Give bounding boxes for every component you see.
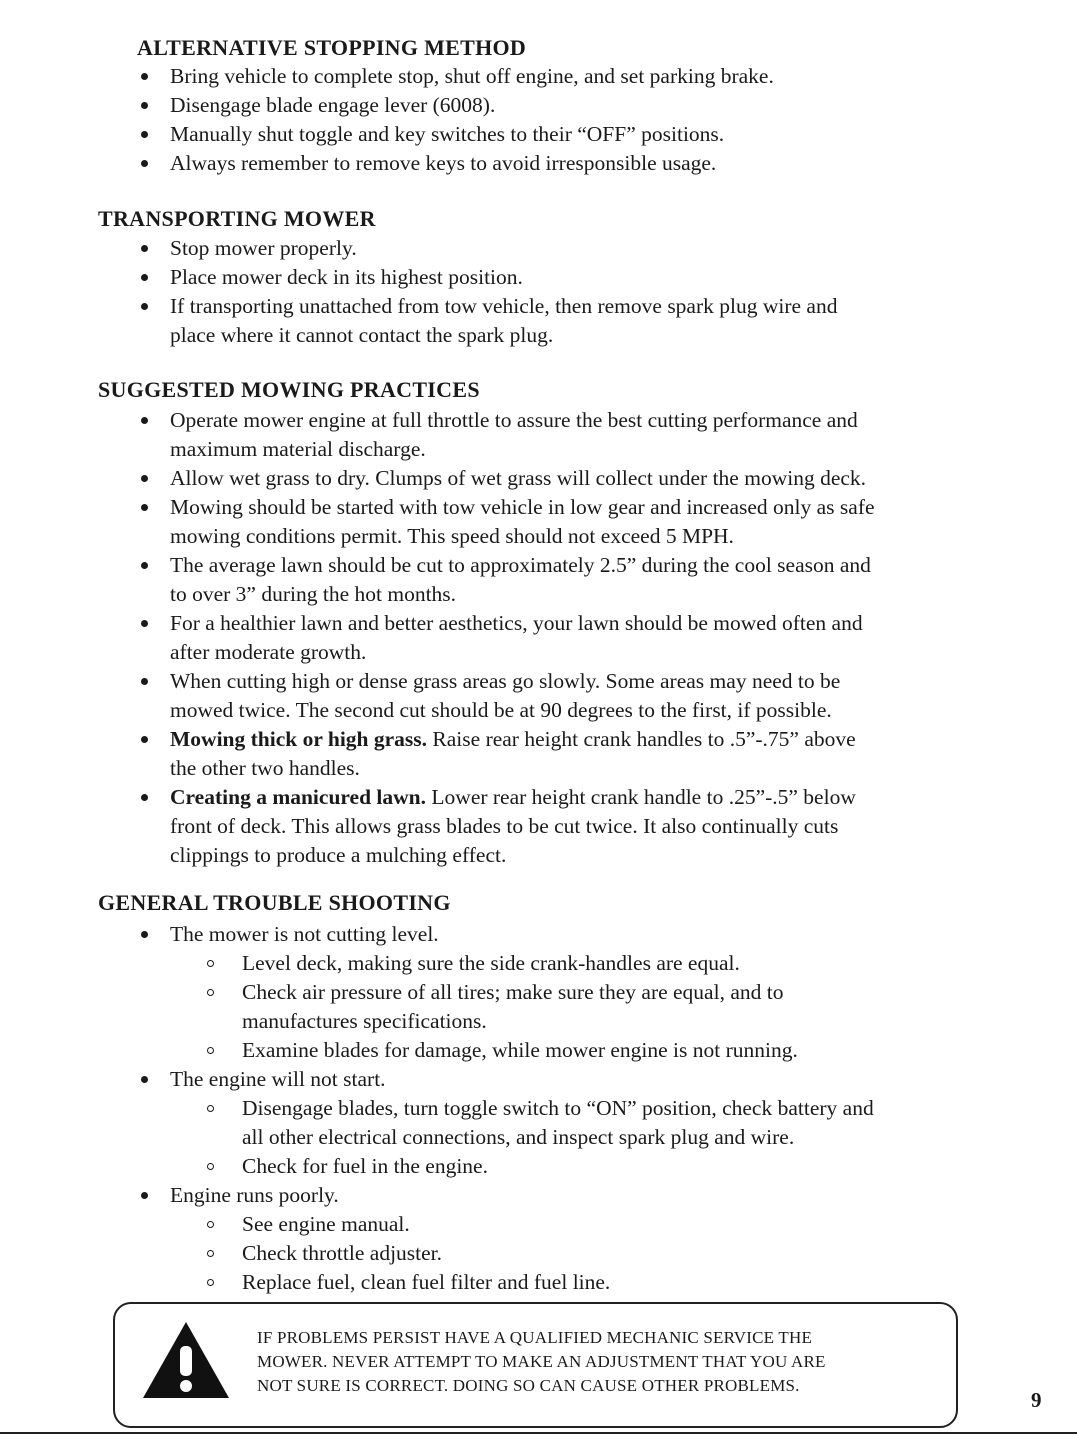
list-item: Place mower deck in its highest position. — [170, 265, 523, 289]
bullet — [141, 736, 148, 743]
list-item: Disengage blade engage lever (6008). — [170, 93, 496, 117]
sub-list-item-continuation: manufactures specifications. — [242, 1009, 487, 1033]
sub-list-item: Check for fuel in the engine. — [242, 1154, 488, 1178]
bottom-rule — [0, 1432, 1077, 1434]
section-heading-mowing: SUGGESTED MOWING PRACTICES — [98, 377, 480, 402]
sub-bullet — [207, 989, 214, 996]
warning-triangle-icon — [141, 1320, 231, 1400]
sub-bullet — [207, 1105, 214, 1112]
list-item-continuation: front of deck. This allows grass blades to be cut twice. It also continually cuts — [170, 814, 839, 838]
list-item: Stop mower properly. — [170, 236, 357, 260]
list-item — [170, 783, 856, 811]
sub-list-item: Level deck, making sure the side crank-handles are equal. — [242, 951, 740, 975]
list-item — [170, 725, 856, 753]
list-item: Bring vehicle to complete stop, shut off engine, and set parking brake. — [170, 64, 774, 88]
list-item: Mowing should be started with tow vehicle in low gear and increased only as safe — [170, 495, 875, 519]
bullet — [141, 245, 148, 252]
list-item: Allow wet grass to dry. Clumps of wet grass will collect under the mowing deck. — [170, 466, 867, 490]
list-item: The average lawn should be cut to approximately 2.5” during the cool season and — [170, 553, 871, 577]
bullet — [141, 1192, 148, 1199]
sub-list-item: Disengage blades, turn toggle switch to “ON” position, check battery and — [242, 1096, 874, 1120]
warning-text-line: IF PROBLEMS PERSIST HAVE A QUALIFIED MECHANIC SERVICE THE — [257, 1328, 813, 1347]
list-item: Manually shut toggle and key switches to their “OFF” positions. — [170, 122, 725, 146]
sub-bullet — [207, 1279, 214, 1286]
bullet — [141, 303, 148, 310]
list-item: For a healthier lawn and better aesthetics, your lawn should be mowed often and — [170, 611, 863, 635]
sub-bullet — [207, 1047, 214, 1054]
bullet — [141, 274, 148, 281]
list-item: Engine runs poorly. — [170, 1183, 339, 1207]
bullet — [141, 620, 148, 627]
list-item-continuation: to over 3” during the hot months. — [170, 582, 457, 606]
bullet — [141, 1076, 148, 1083]
bullet — [141, 475, 148, 482]
bold-lead-manicured-lawn: Creating a manicured lawn. — [170, 785, 427, 809]
warning-text-line: MOWER. NEVER ATTEMPT TO MAKE AN ADJUSTMENT THAT YOU ARE — [257, 1352, 826, 1371]
sub-bullet — [207, 1250, 214, 1257]
sub-list-item: Examine blades for damage, while mower engine is not running. — [242, 1038, 798, 1062]
sub-list-item: Check air pressure of all tires; make sure they are equal, and to — [242, 980, 784, 1004]
list-item-continuation: clippings to produce a mulching effect. — [170, 843, 507, 867]
bullet — [141, 794, 148, 801]
list-item: Operate mower engine at full throttle to assure the best cutting performance and — [170, 408, 858, 432]
sub-bullet — [207, 1163, 214, 1170]
list-item-text: Raise rear height crank handles to .5”-.75” above — [427, 727, 856, 751]
list-item: When cutting high or dense grass areas go slowly. Some areas may need to be — [170, 669, 841, 693]
section-heading-stopping: ALTERNATIVE STOPPING METHOD — [137, 35, 527, 60]
sub-list-item: Replace fuel, clean fuel filter and fuel line. — [242, 1270, 611, 1294]
list-item: Always remember to remove keys to avoid irresponsible usage. — [170, 151, 717, 175]
list-item-continuation: after moderate growth. — [170, 640, 367, 664]
sub-list-item: Check throttle adjuster. — [242, 1241, 443, 1265]
bullet — [141, 102, 148, 109]
bullet — [141, 131, 148, 138]
page-number: 9 — [1031, 1388, 1042, 1412]
list-item-text: Lower rear height crank handle to .25”-.5” below — [426, 785, 856, 809]
list-item-continuation: place where it cannot contact the spark plug. — [170, 323, 554, 347]
list-item-continuation: the other two handles. — [170, 756, 360, 780]
warning-text-line: NOT SURE IS CORRECT. DOING SO CAN CAUSE OTHER PROBLEMS. — [257, 1376, 800, 1395]
bullet — [141, 73, 148, 80]
bullet — [141, 562, 148, 569]
bold-lead-thick-grass: Mowing thick or high grass. — [170, 727, 428, 751]
list-item: The engine will not start. — [170, 1067, 386, 1091]
bullet — [141, 417, 148, 424]
list-item-continuation: mowed twice. The second cut should be at 90 degrees to the first, if possible. — [170, 698, 832, 722]
sub-list-item-continuation: all other electrical connections, and inspect spark plug and wire. — [242, 1125, 795, 1149]
list-item-continuation: maximum material discharge. — [170, 437, 426, 461]
section-heading-trouble: GENERAL TROUBLE SHOOTING — [98, 890, 451, 915]
bullet — [141, 931, 148, 938]
section-heading-transporting: TRANSPORTING MOWER — [98, 206, 376, 231]
list-item: The mower is not cutting level. — [170, 922, 439, 946]
bullet — [141, 678, 148, 685]
list-item-continuation: mowing conditions permit. This speed should not exceed 5 MPH. — [170, 524, 734, 548]
bullet — [141, 160, 148, 167]
list-item: If transporting unattached from tow vehicle, then remove spark plug wire and — [170, 294, 838, 318]
bullet — [141, 504, 148, 511]
sub-list-item: See engine manual. — [242, 1212, 410, 1236]
sub-bullet — [207, 1221, 214, 1228]
sub-bullet — [207, 960, 214, 967]
